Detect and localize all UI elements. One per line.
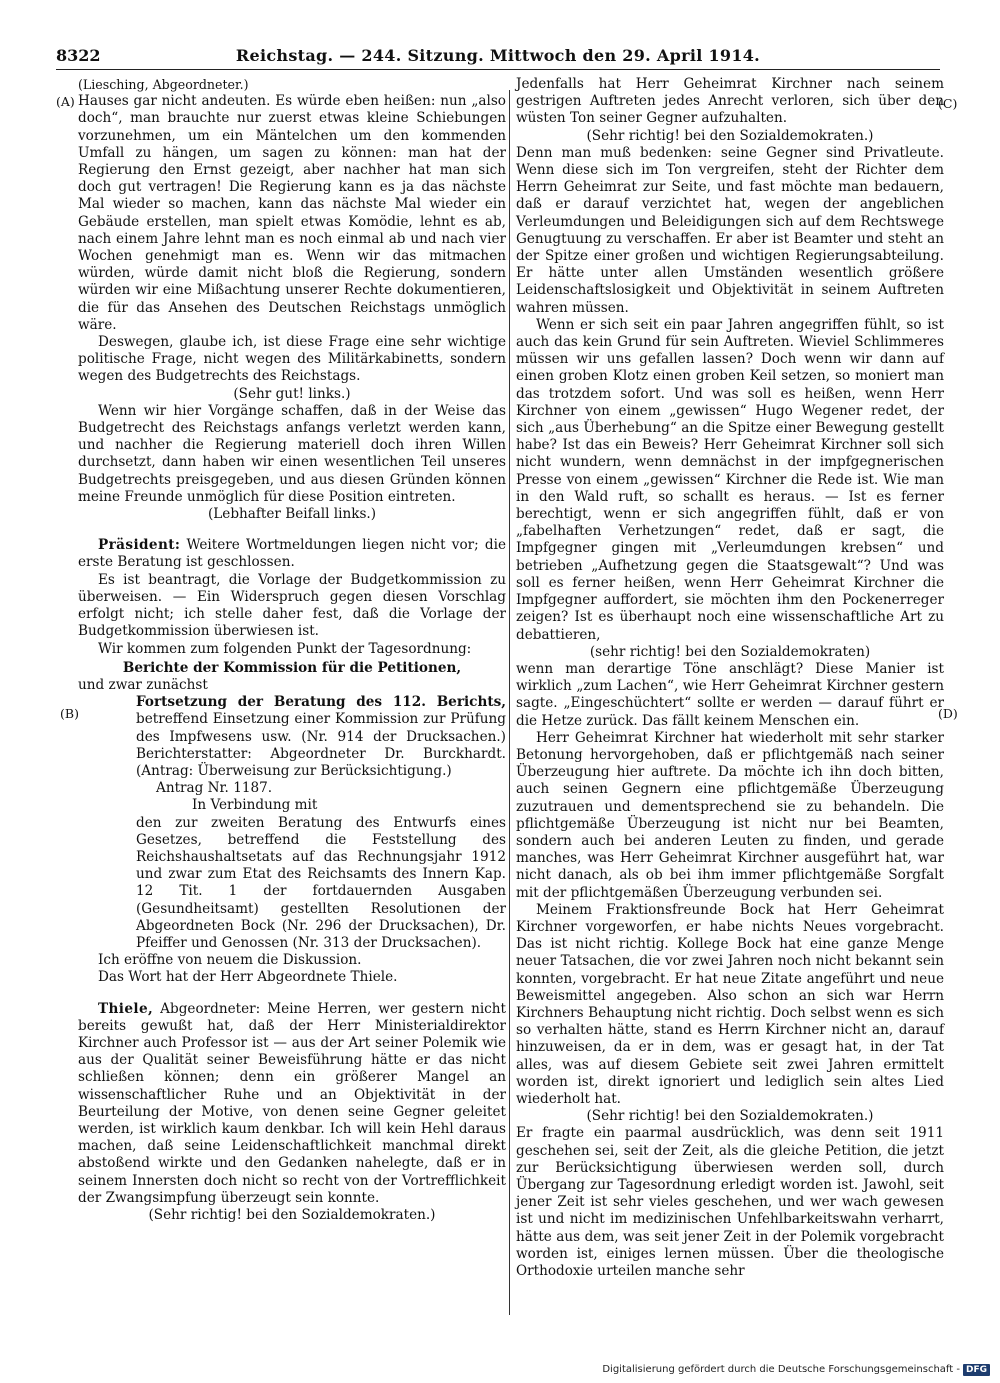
paragraph (516, 730, 944, 902)
paragraph-text: Es ist beantragt, die Vorlage der Budgetkommission zu überweisen. — Ein Widerspruch gegen diesen Vorschlag erfolgt nicht; ich stelle daher fest, daß die Vorlage der Budgetkommission überwiesen ist. (78, 571, 506, 640)
paragraph-text: Antrag Nr. 1187. (156, 780, 273, 797)
paragraph (78, 386, 506, 403)
paragraph (78, 537, 506, 571)
paragraph-text: Wenn wir hier Vorgänge schaffen, daß in der Weise das Budgetrecht des Reichstags anfangs verletzt werden kann, und nachher die Regierung materiell doch ihren Willen durchsetzt, dann haben wir einen wesentlichen Teil unseres Budgetrechts preisgegeben, und aus diesen Gründen können meine Freunde unmöglich für diese Position eintreten. (78, 402, 506, 505)
speaker-name: Präsident: (98, 537, 181, 554)
paragraph-text: Ich eröffne von neuem die Diskussion. (98, 952, 362, 969)
paragraph (78, 1207, 506, 1224)
paragraph (78, 76, 506, 93)
paragraph-text: wenn man derartige Töne anschlägt? Diese Manier ist wirklich „zum Lachen“, wie Herr Geheimrat Kirchner gestern sagte. „Eingeschüchtert“ sollte er werden — darauf führt er die Hetze zurück. Das fällt keinem Menschen ein. (516, 660, 944, 729)
page-header (56, 46, 940, 68)
paragraph (516, 644, 944, 661)
paragraph-text: Wenn er sich seit ein paar Jahren angegriffen fühlt, so ist auch das kein Grund für sein Auftreten. Wieviel Schlimmeres müssen wir uns gefallen lassen? Doch wenn wir dann auf einen groben Klotz einen groben Keil setzen, so moniert man das trotzdem sofort. Und was soll es heißen, wenn Herr Kirchner von einem „gewissen“ Hugo Wegener redet, der sich „aus Überhebung“ an die Spitze einer Bewegung gestellt habe? Ist das ein Beweis? Herr Geheimrat Kirchner soll sich nicht wundern, wenn demnächst in der impfgegnerischen Presse von einem „gewissen“ Kirchner die Rede ist. Wie man in den Wald ruft, so schallt es heraus. — Ist es ferner berechtigt, wenn er sich angegriffen fühlt, daß er von „fabelhaften Verhetzungen“ redet, daß er sagt, die Impfgegner gingen mit „Verleumdungen krebsen“ und betrieben „Aufhetzung gegen die Staatsgewalt“? Und was soll es ferner heißen, wenn Herr Geheimrat Kirchner die Impfgegner auffordert, sie möchten ihm den Pockenerreger zeigen? Ist es überhaupt noch eine wissenschaftliche Art zu debattieren, (516, 316, 944, 643)
column-divider (509, 90, 510, 1315)
header-rule (56, 69, 940, 70)
paragraph-text: (Lebhafter Beifall links.) (207, 506, 377, 523)
paragraph (78, 403, 506, 506)
margin-marker-a: (A) (56, 94, 75, 109)
paragraph-text: Er fragte ein paarmal ausdrücklich, was denn seit 1911 geschehen sei, seit der Zeit, als die gleiche Petition, die jetzt zur Berücksichtigung überwiesen werden soll, durch Übergang zur Tagesordnung erledigt worden ist. Jawohl, seit jener Zeit ist sehr vieles geschehen, und wer wach gewesen ist und nicht im medizinischen Unfehlbarkeitswahn verharrt, hätte aus dem, was seit jener Zeit in der Polemik vorgebracht worden ist, einiges lernen müssen. Über die theologische Orthodoxie urteilen manche sehr (516, 1125, 944, 1280)
paragraph (78, 572, 506, 641)
paragraph (156, 780, 506, 797)
running-title: Reichstag. — 244. Sitzung. Mittwoch den 29. April 1914. (235, 46, 761, 65)
paragraph-text: Meinem Fraktionsfreunde Bock hat Herr Geheimrat Kirchner vorgeworfen, er habe nichts Neues vorgebracht. Das ist nicht richtig. Kollege Bock hat eine ganze Menge neuer Tatsachen, die vor zwei Jahren noch nicht bekannt sein konnten, vorgebracht. Er hat neue Zitate angeführt und neue Beweismittel angegeben. Also schon an sich war Herrn Kirchners Behauptung nicht richtig. Doch selbst wenn es sich so verhalten hätte, stand es Herrn Kirchner nicht an, darauf hinzuweisen, da er in dem, was er gesagt hat, in der Tat alles, was auf diesem Gebiete seit zwei Jahren ermittelt worden ist, direkt ignoriert und lediglich sein altes Lied wiederholt hat. (516, 901, 944, 1107)
paragraph (136, 694, 506, 780)
paragraph-text: (Sehr richtig! bei den Sozialdemokraten.) (586, 1108, 874, 1125)
paragraph (136, 815, 506, 953)
paragraph (78, 660, 506, 677)
margin-marker-b: (B) (60, 706, 79, 721)
paragraph-text: (Sehr gut! links.) (233, 385, 351, 402)
paragraph-text: (Liesching, Abgeordneter.) (78, 77, 249, 92)
paragraph-text: Abgeordneter: Meine Herren, wer gestern nicht bereits gewußt hat, daß der Herr Ministerialdirektor Kirchner auch Professor ist — aus der Art seiner Polemik wie aus der Qualität seiner Beweisführung hätte er das nicht schließen können; denn ein größerer Mangel an wissenschaftlicher Ruhe und an Objektivität in der Beurteilung der Motive, von denen seine Gegner geleitet werden, ist wirklich kaum denkbar. Ich will kein Hehl daraus machen, daß seine Leidenschaftlichkeit manchmal direkt abstoßend wirkte und den Gedanken nahelegte, daß er in seinem Innersten doch nicht so recht von der Vortrefflichkeit der Zwangsimpfung überzeugt sein konnte. (78, 1000, 506, 1206)
right-column (516, 76, 944, 1280)
paragraph-text: Denn man muß bedenken: seine Gegner sind Privatleute. Wenn diese sich im Ton vergreifen, steht der Richter dem Herrn Geheimrat zur Seite, und fast möchte man bedauern, daß er darauf verzichtet hat, wegen der angeblichen Verleumdungen und Beleidigungen sich auf dem Rechtswege Genugtuung zu verschaffen. Er aber ist Beamter und steht an der Spitze einer großen und wichtigen Regierungsabteilung. Er hätte unter allen Umständen wesentlich größere Leidenschaftslosigkeit und Objektivität in seinem Auftreten wahren müssen. (516, 144, 944, 316)
dfg-logo: DFG (963, 1364, 990, 1376)
paragraph-text: In Verbindung mit (192, 797, 318, 814)
paragraph (516, 1108, 944, 1125)
paragraph (78, 334, 506, 386)
paragraph (516, 661, 944, 730)
paragraph-text: (sehr richtig! bei den Sozialdemokraten) (589, 643, 871, 660)
paragraph-text: Deswegen, glaube ich, ist diese Frage eine sehr wichtige politische Frage, nicht wegen des Militärkabinetts, sondern wegen des Budgetrechts des Reichstags. (78, 334, 506, 385)
paragraph (78, 969, 506, 986)
paragraph (516, 128, 944, 145)
paragraph-text: Jedenfalls hat Herr Geheimrat Kirchner nach seinem gestrigen Auftreten jedes Anrecht verloren, sich über den wüsten Ton seiner Gegner aufzuhalten. (516, 76, 944, 127)
paragraph-text: den zur zweiten Beratung des Entwurfs eines Gesetzes, betreffend die Feststellung des Reichshaushaltsetats auf das Rechnungsjahr 1912 und zwar zum Etat des Reichsamts des Innern Kap. 12 Tit. 1 der fortdauernden Ausgaben (Gesundheitsamt) gestellten Resolutionen der Abgeordneten Bock (Nr. 296 der Drucksachen), Dr. Pfeiffer und Genossen (Nr. 313 der Drucksachen). (136, 814, 506, 951)
margin-marker-c: (C) (938, 96, 958, 111)
agenda-item-title: Fortsetzung der Beratung des 112. Berichts, (136, 694, 506, 711)
paragraph-text: Berichte der Kommission für die Petitionen, (122, 659, 462, 676)
paragraph-text: betreffend Einsetzung einer Kommission zur Prüfung des Impfwesens usw. (Nr. 914 der Drucksachen.) Berichterstatter: Abgeordneter Dr. Burckhardt. (Antrag: Überweisung zur Berücksichtigung.) (136, 711, 506, 779)
margin-marker-d: (D) (938, 706, 958, 721)
paragraph (516, 145, 944, 317)
paragraph-text: Weitere Wortmeldungen liegen nicht vor; die erste Beratung ist geschlossen. (78, 537, 506, 571)
left-column (78, 76, 506, 1224)
paragraph (516, 76, 944, 128)
footer-credit: Digitalisierung gefördert durch die Deutsche Forschungsgemeinschaft - (602, 1364, 960, 1375)
paragraph (78, 506, 506, 523)
speaker-name: Thiele, (98, 1000, 154, 1017)
paragraph (516, 317, 944, 644)
paragraph-text: (Sehr richtig! bei den Sozialdemokraten.) (586, 127, 874, 144)
paragraph (516, 1125, 944, 1280)
page-number: 8322 (56, 46, 101, 65)
paragraph (192, 797, 506, 814)
paragraph (78, 677, 506, 694)
paragraph (78, 641, 506, 658)
paragraph-text: Das Wort hat der Herr Abgeordnete Thiele. (98, 969, 398, 986)
paragraph-text: Herr Geheimrat Kirchner hat wiederholt mit sehr starker Betonung hervorgehoben, daß er pflichtgemäß nach seiner Überzeugung hier auftrete. Da möchte ich ihn doch bitten, auch seinen Gegnern eine pflichtgemäße Überzeugung zuzutrauen und dementsprechend sie zu behandeln. Die pflichtgemäße Überzeugung ist nicht nur bei Beamten, sondern auch bei anderen Leuten zu finden, und gerade manches, was Herr Geheimrat Kirchner ausgeführt hat, war nicht danach, als ob bei ihm immer pflichtgemäße Sorgfalt mit der pflichtgemäßen Überzeugung verbunden sei. (516, 729, 944, 901)
paragraph-text: Wir kommen zum folgenden Punkt der Tagesordnung: (98, 640, 472, 657)
paragraph-text: Hauses gar nicht andeuten. Es würde eben heißen: nun „also doch“, man brauchte nur zuerst etwas kleine Schiebungen vorzunehmen, um ein Mäntelchen um den kommenden Umfall zu hängen, um sagen zu können: man hat der Regierung den Ernst gezeigt, aber nachher hat man sich doch gut vertragen! Die Regierung kann es ja das nächste Mal wieder so machen, kann das nächste Mal wieder ein Gebäude erstellen, man spielt etwas Komödie, lehnt es ab, nach einem Jahre lehnt man es noch einmal ab und nach vier Wochen genehmigt man es. Wenn wir das mitmachen würden, würde damit nicht bloß die Regierung, sondern würden wir eine Mißachtung unserer Rechte dokumentieren, die für das Ansehen des Deutschen Reichstags unmöglich wäre. (78, 93, 506, 333)
paragraph-text: und zwar zunächst (78, 676, 208, 693)
paragraph (516, 902, 944, 1108)
paragraph (78, 952, 506, 969)
paragraph (78, 93, 506, 334)
paragraph-text: (Sehr richtig! bei den Sozialdemokraten.) (148, 1207, 436, 1223)
page-footer (560, 1364, 990, 1376)
paragraph (78, 1001, 506, 1207)
